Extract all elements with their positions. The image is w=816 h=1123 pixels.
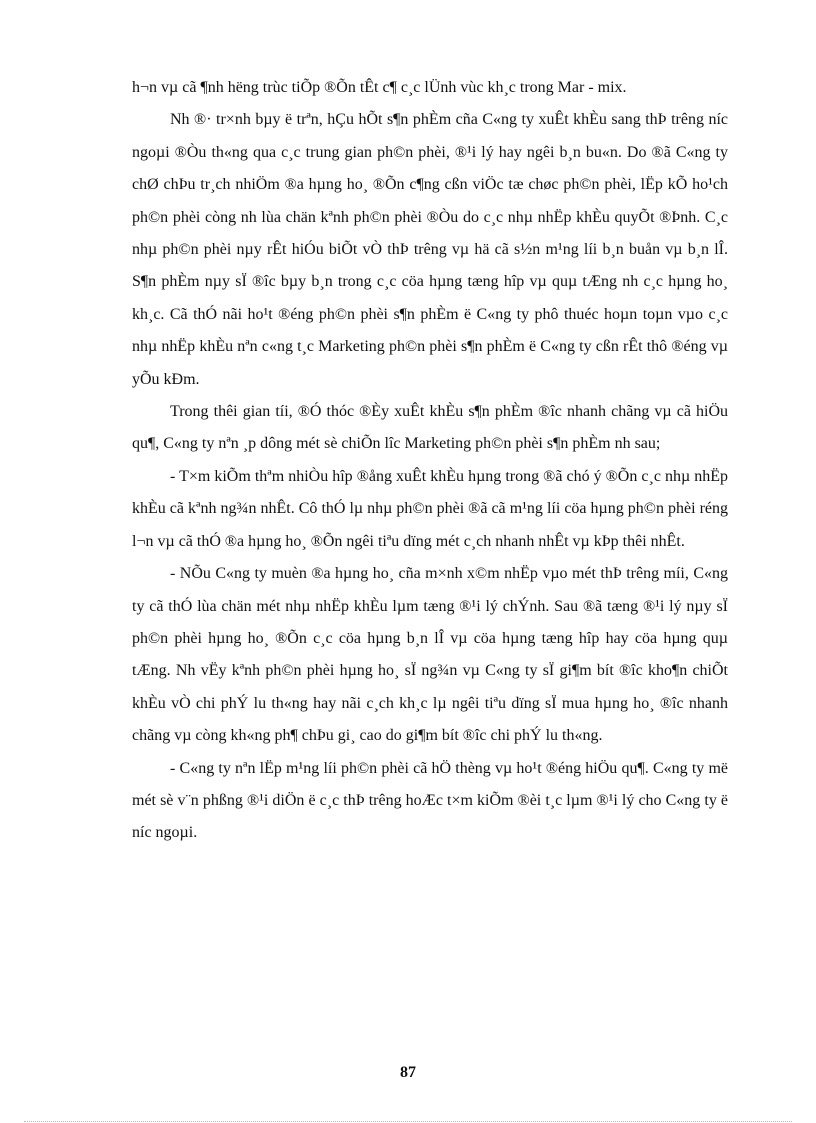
footer-divider bbox=[24, 1121, 792, 1122]
body-text bbox=[132, 72, 728, 850]
paragraph-strategy-1: - T×m kiÕm thªm nhiÒu hîp ®ång xuÊt khÈu hµng trong ®ã chó ý ®Õn c¸c nhµ nhËp khÈu cã kªnh ng¾n nhÊt. Cô thÓ lµ nhµ ph©n phèi ®ã cã m¹ng líi cöa hµng ph©n phèi réng l¬n vµ cã thÓ ®a hµng ho¸ ®Õn ngêi tiªu dïng mét c¸ch nhanh nhÊt vµ kÞp thêi nhÊt. bbox=[132, 467, 728, 550]
paragraph-strategy-3: - C«ng ty nªn lËp m¹ng líi ph©n phèi cã hÖ thèng vµ ho¹t ®éng hiÖu qu¶. C«ng ty më mét sè v¨n phßng ®¹i diÖn ë c¸c thÞ trêng hoÆc t×m kiÕm ®èi t¸c lµm ®¹i lý cho C«ng ty ë níc ngoµi. bbox=[132, 759, 728, 842]
paragraph-strategy-intro: Trong thêi gian tíi, ®Ó thóc ®Èy xuÊt khÈu s¶n phÈm ®îc nhanh chãng vµ cã hiÖu qu¶, C«ng ty nªn ¸p dông mét sè chiÕn lîc Marketing ph©n phèi s¶n phÈm nh sau; bbox=[132, 403, 728, 453]
paragraph-strategy-2: - NÕu C«ng ty muèn ®a hµng ho¸ cña m×nh x©m nhËp vµo mét thÞ trêng míi, C«ng ty cã thÓ lùa chän mét nhµ nhËp khÈu lµm tæng ®¹i lý chÝnh. Sau ®ã tæng ®¹i lý nµy sÏ ph©n phèi hµng ho¸ ®Õn c¸c cöa hµng b¸n lÎ vµ cöa hµng tæng hîp hay cöa hµng quµ tÆng. Nh vËy kªnh ph©n phèi hµng ho¸ sÏ ng¾n vµ C«ng ty sÏ gi¶m bít ®îc kho¶n chiÕt khÈu vÒ chi phÝ lu th«ng hay nãi c¸ch kh¸c lµ ngêi tiªu dïng sÏ mua hµng ho¸ ®îc nhanh chãng vµ còng kh«ng ph¶ chÞu gi¸ cao do gi¶m bít ®îc chi phÝ lu th«ng. bbox=[132, 565, 728, 745]
paragraph-continuation: h¬n vµ cã ¶nh hëng trùc tiÕp ®Õn tÊt c¶ c¸c lÜnh vùc kh¸c trong Mar - mix. bbox=[132, 79, 627, 96]
paragraph-distribution-overview: Nh ®· tr×nh bµy ë trªn, hÇu hÕt s¶n phÈm cña C«ng ty xuÊt khÈu sang thÞ trêng níc ngoµi ®Òu th«ng qua c¸c trung gian ph©n phèi, ®¹i lý hay ngêi b¸n bu«n. Do ®ã C«ng ty chØ chÞu tr¸ch nhiÖm ®a hµng ho¸ ®Õn c¶ng cßn viÖc tæ chøc ph©n phèi, lËp kÕ ho¹ch ph©n phèi còng nh lùa chän kªnh ph©n phèi ®Òu do c¸c nhµ nhËp khÈu quyÕt ®Þnh. C¸c nhµ ph©n phèi nµy rÊt hiÓu biÕt vÒ thÞ trêng vµ hä cã s½n m¹ng líi b¸n buån vµ b¸n lÎ. S¶n phÈm nµy sÏ ®îc bµy b¸n trong c¸c cöa hµng tæng hîp vµ quµ tÆng nh c¸c hµng ho¸ kh¸c. Cã thÓ nãi ho¹t ®éng ph©n phèi s¶n phÈm ë C«ng ty phô thuéc hoµn toµn vµo c¸c nhµ nhËp khÈu nªn c«ng t¸c Marketing ph©n phèi s¶n phÈm ë C«ng ty cßn rÊt thô ®éng vµ yÕu kÐm. bbox=[132, 111, 728, 388]
page-number: 87 bbox=[400, 1064, 416, 1081]
